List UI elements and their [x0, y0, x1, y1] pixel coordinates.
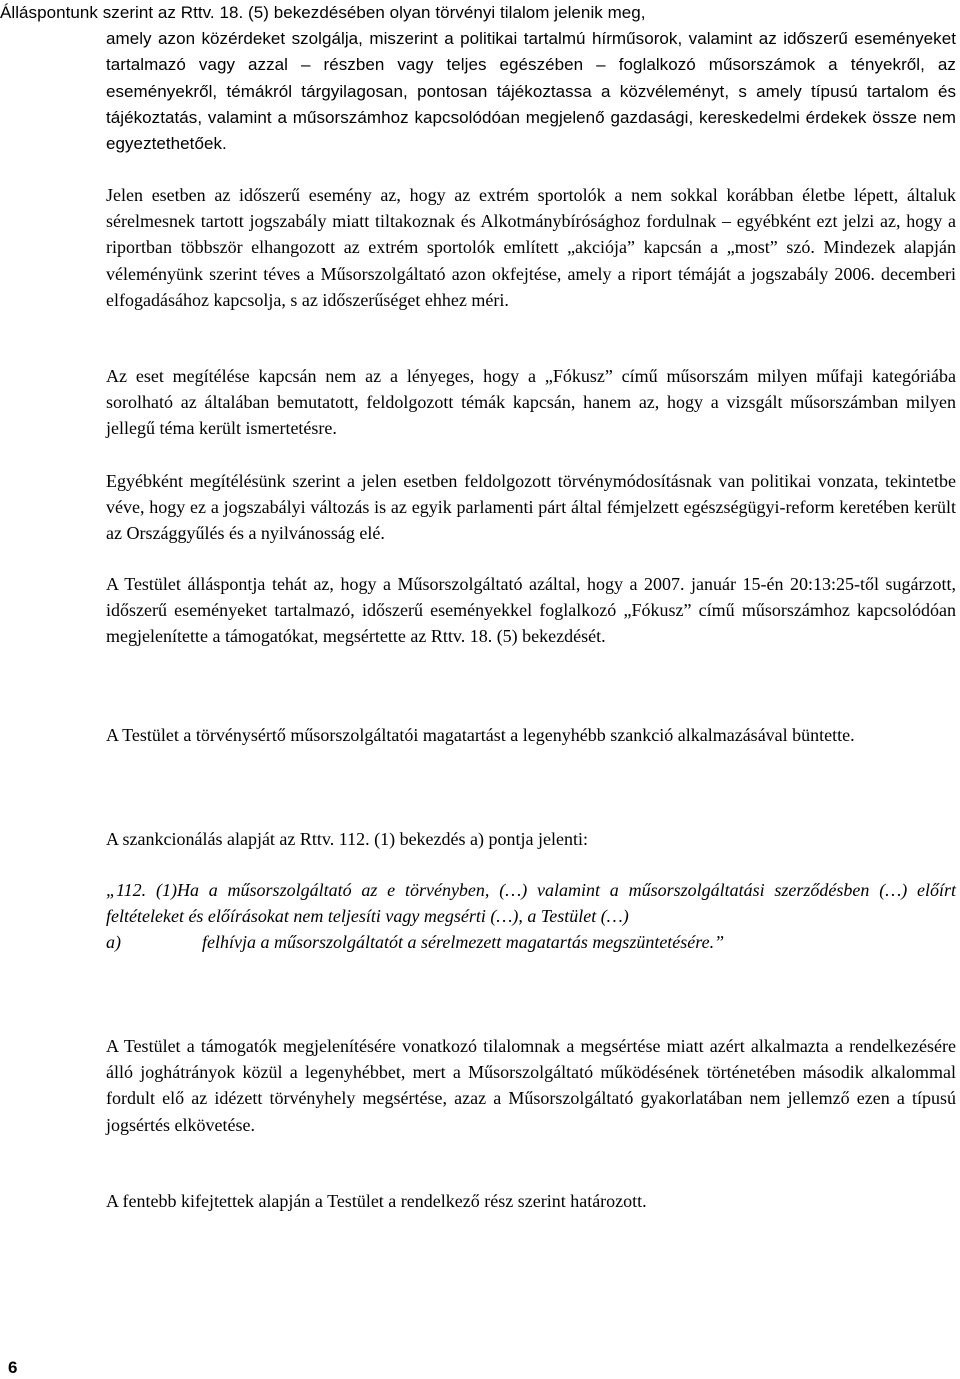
- paragraph-2: [106, 182, 956, 313]
- paragraph-1: [0, 0, 956, 157]
- paragraph-1-body: amely azon közérdeket szolgálja, miszerint a politikai tartalmú hírműsorok, valamint az időszerű eseményeket tartalmazó vagy azzal – részben vagy teljes egészében – foglalkozó műsorszámok a tényekről, az eseményekről, témákról tárgyilagosan, pontosan tájékoztassa a közvéleményt, s amely típusú tartalom és tájékoztatás, valamint a műsorszámhoz kapcsolódóan megjelenő gazdasági, kereskedelmi érdekek össze nem egyeztethetőek.: [106, 29, 956, 154]
- paragraph-6: [106, 722, 956, 748]
- paragraph-2-text: Jelen esetben az időszerű esemény az, hogy az extrém sportolók a nem sokkal korábban életbe lépett, általuk sérelmesnek tartott jogszabály miatt tiltakoznak és Alkotmánybírósághoz fordulnak – egyébként ezt jelzi az, hogy a riportban többször elhangozott az extrém sportolók említett „akciója” kapcsán a „most” szó. Mindezek alapján véleményünk szerint téves a Műsorszolgáltató azon okfejtése, amely a riport témáját a jogszabály 2006. decemberi elfogadásához kapcsolja, s az időszerűséget ehhez méri.: [106, 185, 956, 310]
- paragraph-5: [106, 571, 956, 650]
- legal-quote-item-label: a): [106, 932, 121, 953]
- paragraph-3: [106, 363, 956, 442]
- legal-quote-text: „112. (1)Ha a műsorszolgáltató az e törvényben, (…) valamint a műsorszolgáltatási szerződésben (…) előírt feltételeket és előírásokat nem teljesíti vagy megsérti (…), a Testület (…): [106, 880, 956, 927]
- legal-quote: [106, 877, 956, 956]
- legal-quote-item-text: felhívja a műsorszolgáltatót a sérelmezett magatartás megszüntetésére.”: [202, 932, 725, 953]
- paragraph-7: [106, 826, 956, 852]
- paragraph-4-text: Egyébként megítélésünk szerint a jelen esetben feldolgozott törvénymódosításnak van politikai vonzata, tekintetbe véve, hogy ez a jogszabályi változás is az egyik parlamenti párt által fémjelzett egészségügyi-reform keretében került az Országgyűlés és a nyilvánosság elé.: [106, 471, 956, 544]
- paragraph-5-text: A Testület álláspontja tehát az, hogy a Műsorszolgáltató azáltal, hogy a 2007. január 15-én 20:13:25-től sugárzott, időszerű eseményeket tartalmazó, időszerű eseményekkel foglalkozó „Fókusz” című műsorszámhoz kapcsolódóan megjelenítette a támogatókat, megsértette az Rttv. 18. (5) bekezdését.: [106, 574, 956, 647]
- paragraph-9: [106, 1188, 956, 1214]
- paragraph-4: [106, 468, 956, 547]
- paragraph-9-text: A fentebb kifejtettek alapján a Testület a rendelkező rész szerint határozott.: [106, 1191, 647, 1211]
- paragraph-3-text: Az eset megítélése kapcsán nem az a lényeges, hogy a „Fókusz” című műsorszám milyen műfaji kategóriába sorolható az általában bemutatott, feldolgozott témák kapcsán, hanem az, hogy a vizsgált műsorszámban milyen jellegű téma került ismertetésre.: [106, 366, 956, 439]
- page-number: 6: [8, 1358, 18, 1377]
- paragraph-6-text: A Testület a törvénysértő műsorszolgáltatói magatartást a legenyhébb szankció alkalmazásával büntette.: [106, 725, 855, 745]
- legal-quote-item: [106, 929, 956, 955]
- paragraph-8-text: A Testület a támogatók megjelenítésére vonatkozó tilalomnak a megsértése miatt azért alkalmazta a rendelkezésére álló joghátrányok közül a legenyhébbet, mert a Műsorszolgáltató működésének történetében második alkalommal fordult elő az idézett törvényhely megsértése, azaz a Műsorszolgáltató gyakorlatában nem jellemző ezen a típusú jogsértés elkövetése.: [106, 1036, 956, 1135]
- paragraph-1-first-line: Álláspontunk szerint az Rttv. 18. (5) bekezdésében olyan törvényi tilalom jelenik meg,: [0, 3, 646, 22]
- paragraph-8: [106, 1033, 956, 1138]
- paragraph-7-text: A szankcionálás alapját az Rttv. 112. (1) bekezdés a) pontja jelenti:: [106, 829, 588, 849]
